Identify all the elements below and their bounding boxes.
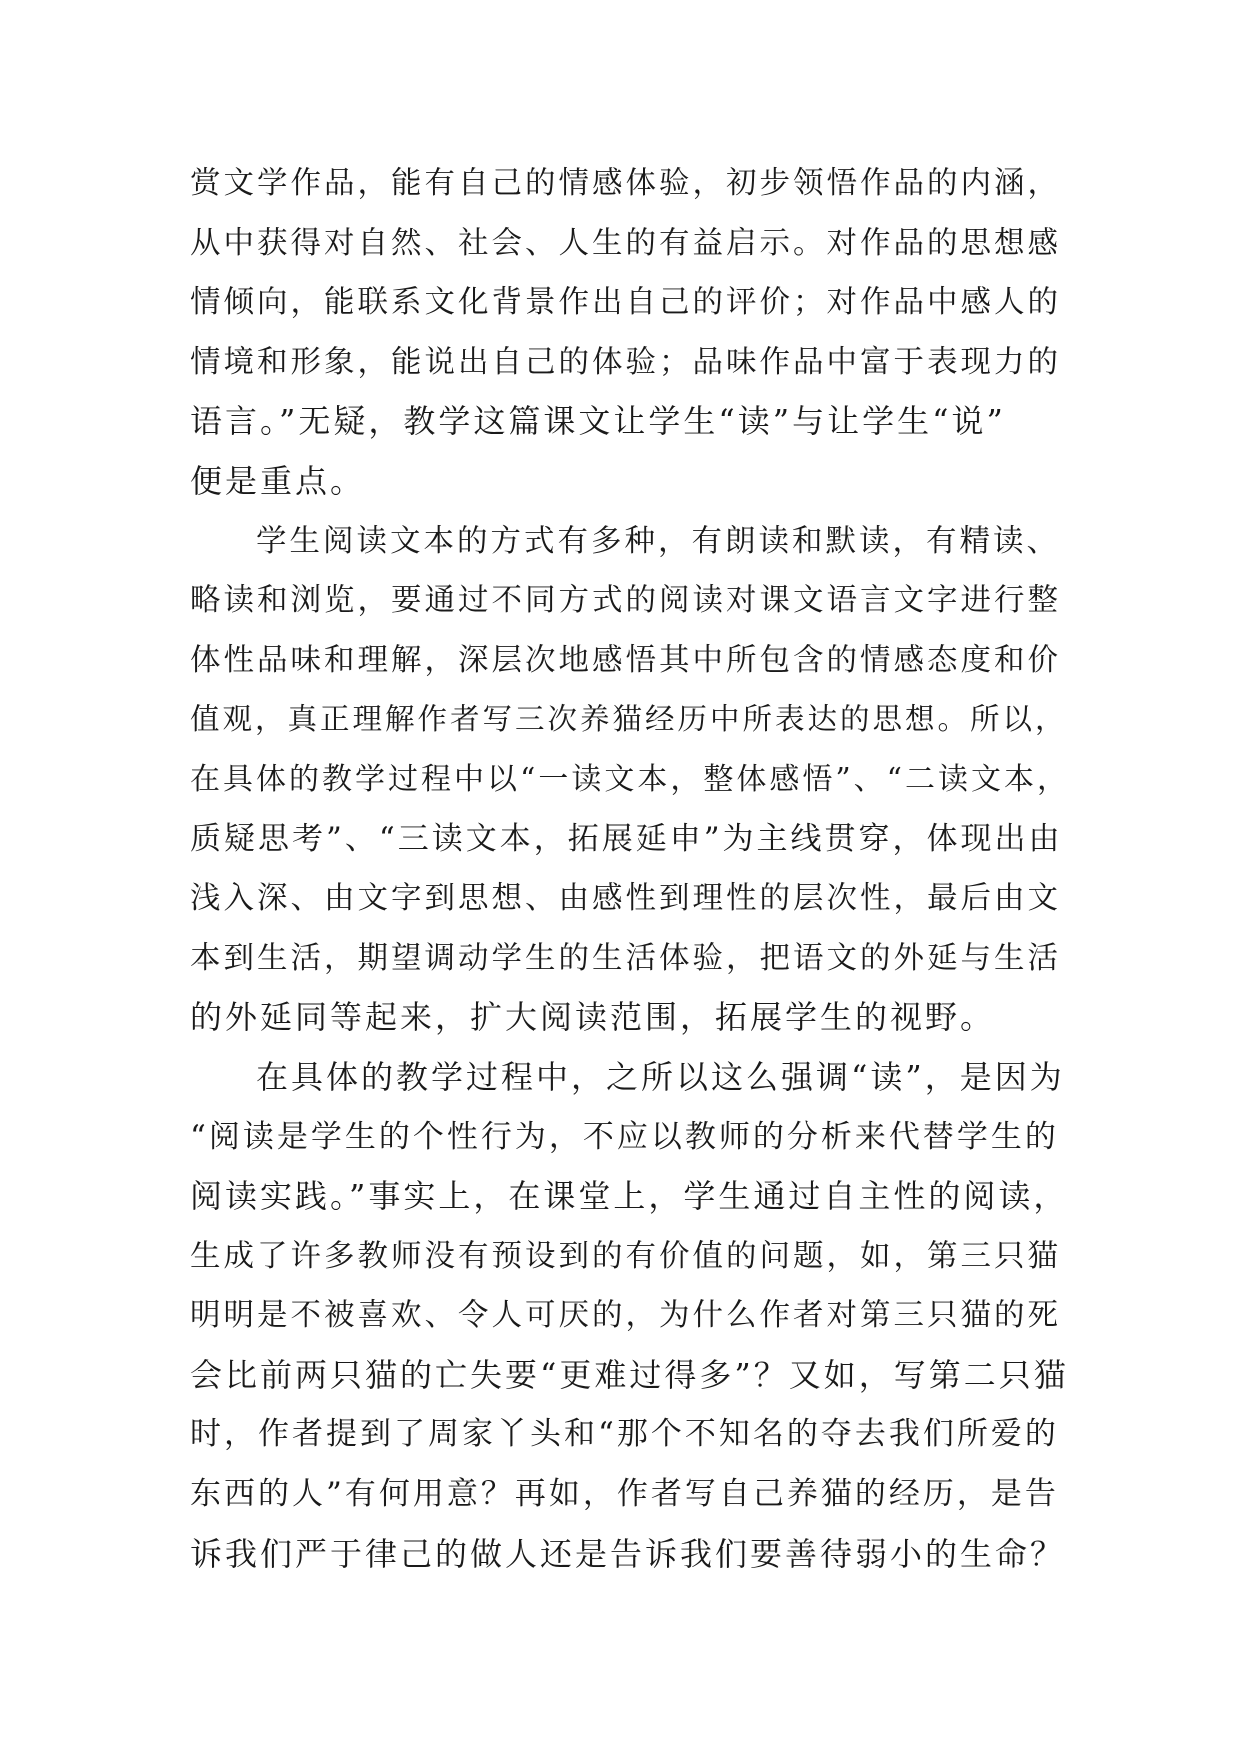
text-line: 赏文学作品，能有自己的情感体验，初步领悟作品的内涵， (190, 166, 1061, 201)
paragraph (190, 512, 1071, 1048)
text-line: 值观，真正理解作者写三次养猫经历中所表达的思想。所以， (190, 702, 1068, 737)
text-line: 的外延同等起来，扩大阅读范围，拓展学生的视野。 (190, 998, 996, 1037)
text-line: 本到生活，期望调动学生的生活体验，把语文的外延与生活 (190, 940, 1061, 976)
text-line: 语言。”无疑，教学这篇课文让学生“读”与让学生“说” (190, 402, 1006, 441)
text-line: 从中获得对自然、社会、人生的有益启示。对作品的思想感 (190, 225, 1061, 261)
text-line: 阅读实践。”事实上，在课堂上，学生通过自主性的阅读， (190, 1177, 1069, 1216)
text-line: 情境和形象，能说出自己的体验；品味作品中富于表现力的 (190, 344, 1061, 380)
text-line: 时，作者提到了周家丫头和“那个不知名的夺去我们所爱的 (190, 1416, 1059, 1453)
text-line: 生成了许多教师没有预设到的有价值的问题，如，第三只猫 (190, 1238, 1061, 1274)
text-line: 体性品味和理解，深层次地感悟其中所包含的情感态度和价 (190, 642, 1061, 678)
text-line: 东西的人”有何用意？再如，作者写自己养猫的经历，是告 (190, 1476, 1059, 1513)
text-line: 在具体的教学过程中，之所以这么强调“读”，是因为 (256, 1057, 1065, 1096)
text-line: 学生阅读文本的方式有多种，有朗读和默读，有精读、 (256, 523, 1060, 559)
text-line: 诉我们严于律己的做人还是告诉我们要善待弱小的生命？ (190, 1534, 1066, 1573)
text-line: “阅读是学生的个性行为，不应以教师的分析来代替学生的 (190, 1118, 1059, 1155)
text-line: 便是重点。 (190, 461, 366, 500)
text-line: 明明是不被喜欢、令人可厌的，为什么作者对第三只猫的死 (190, 1298, 1061, 1334)
text-line: 情倾向，能联系文化背景作出自己的评价；对作品中感人的 (190, 285, 1061, 321)
text-line: 在具体的教学过程中以“一读文本，整体感悟”、“二读文本， (190, 761, 1071, 797)
paragraph (190, 154, 1061, 512)
body-text (190, 154, 1071, 1584)
text-line: 略读和浏览，要通过不同方式的阅读对课文语言文字进行整 (190, 583, 1061, 619)
text-line: 质疑思考”、“三读文本，拓展延申”为主线贯穿，体现出由 (190, 820, 1063, 857)
text-line: 会比前两只猫的亡失要“更难过得多”？又如，写第二只猫 (190, 1355, 1069, 1394)
paragraph (190, 1048, 1069, 1584)
text-line: 浅入深、由文字到思想、由感性到理性的层次性，最后由文 (190, 881, 1061, 917)
